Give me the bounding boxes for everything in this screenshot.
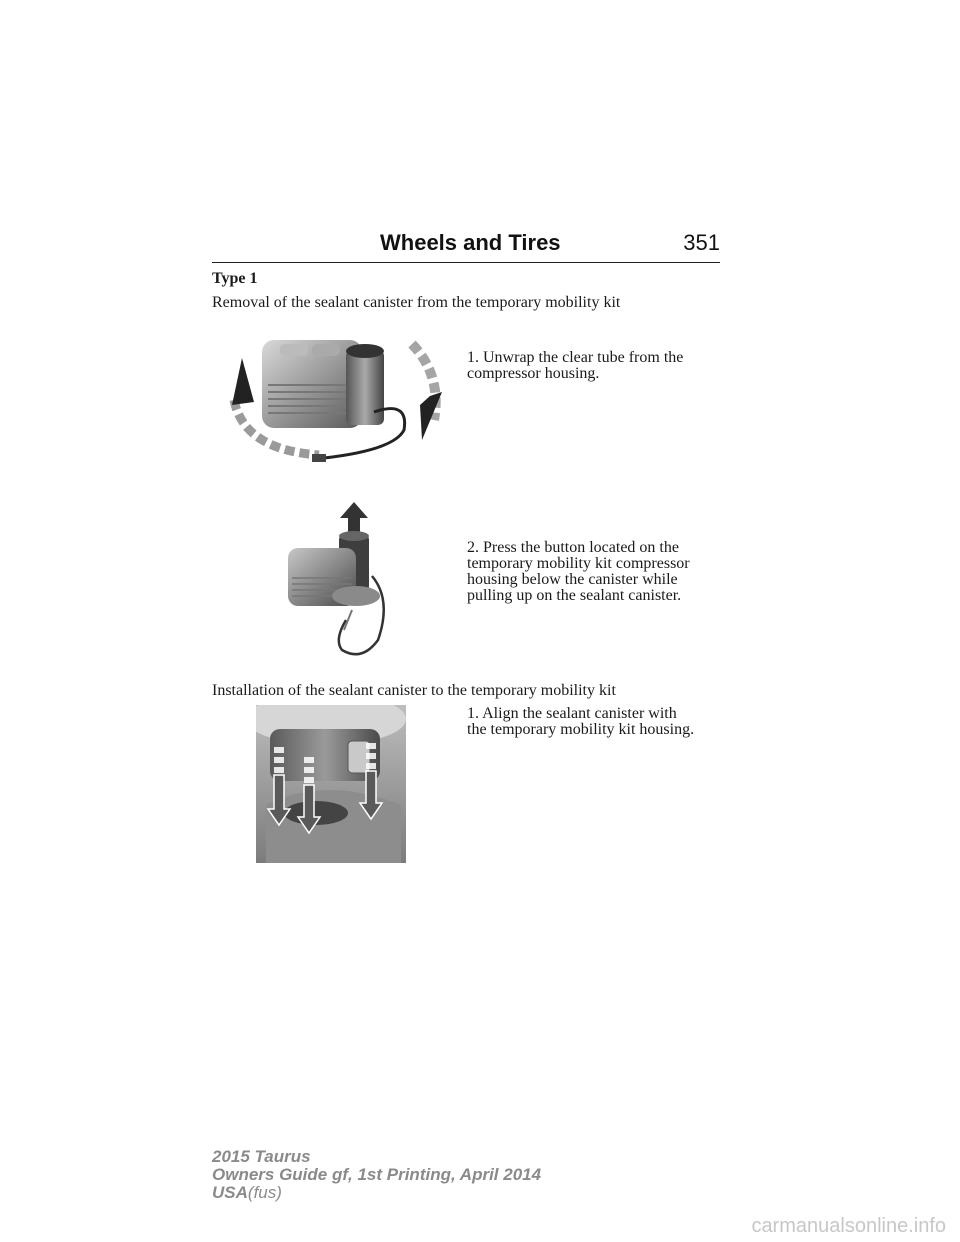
removal-step-2-text: 2. Press the button located on the temporary mobility kit compressor housing below the canister while pulling up on the sealant canister. bbox=[467, 539, 690, 604]
document-footer bbox=[212, 1148, 541, 1202]
footer-guide: Owners Guide gf, 1st Printing, April 2014 bbox=[212, 1165, 542, 1184]
canister-pull-up-illustration bbox=[284, 500, 394, 660]
footer-market: USA(fus) bbox=[212, 1183, 282, 1202]
installation-step-1-text: 1. Align the sealant canister with the temporary mobility kit housing. bbox=[467, 705, 695, 738]
page-header bbox=[212, 228, 720, 263]
section-title: Wheels and Tires bbox=[380, 230, 561, 255]
watermark[interactable]: carmanualsonline.info bbox=[751, 1215, 946, 1237]
page-number: 351 bbox=[683, 230, 720, 255]
removal-intro: Removal of the sealant canister from the temporary mobility kit bbox=[212, 294, 621, 311]
compressor-unwrap-tube-illustration bbox=[224, 330, 454, 465]
footer-model: 2015 Taurus bbox=[212, 1147, 311, 1166]
removal-step-1-text: 1. Unwrap the clear tube from the compressor housing. bbox=[467, 349, 684, 382]
canister-align-illustration bbox=[256, 705, 406, 863]
installation-intro: Installation of the sealant canister to the temporary mobility kit bbox=[212, 682, 616, 699]
type-heading: Type 1 bbox=[212, 270, 258, 287]
